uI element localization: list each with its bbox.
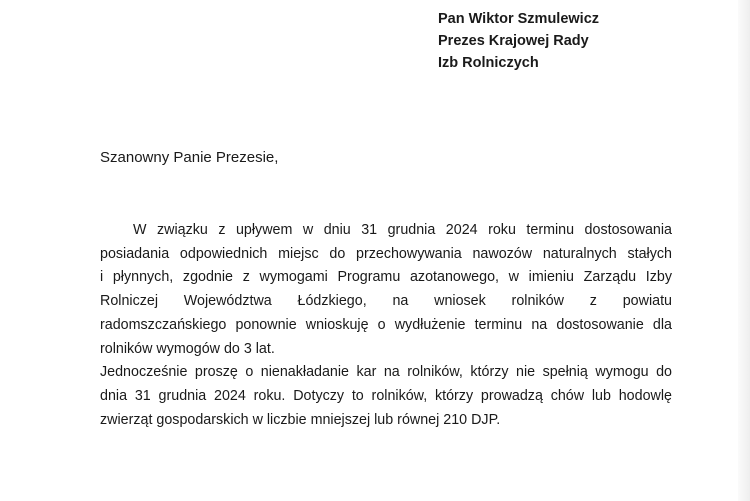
paragraph-2-line: Jednocześnie proszę o nienakładanie kar na rolników, którzy nie spełnią wymogu do [100,364,672,381]
paragraph-2-line: zwierząt gospodarskich w liczbie mniejszej lub równej 210 DJP. [100,411,501,428]
recipient-block [438,8,599,74]
recipient-title: Prezes Krajowej Rady [438,33,589,49]
paragraph-1-line: rolników wymogów do 3 lat. [100,340,275,357]
recipient-organization: Izb Rolniczych [438,55,539,71]
paragraph-1-line: i płynnych, zgodnie z wymogami Programu azotanowego, w imieniu Zarządu Izby [100,269,672,286]
paragraph-1-line: radomszczańskiego ponownie wnioskuję o wydłużenie terminu na dostosowanie dla [100,316,672,333]
paragraph-1 [100,219,672,361]
paragraph-1-line: posiadania odpowiednich miejsc do przechowywania nawozów naturalnych stałych [100,245,672,262]
paragraph-2 [100,361,672,432]
paragraph-1-line: Rolniczej Województwa Łódzkiego, na wniosek rolników z powiatu [100,293,672,310]
scan-edge [738,0,750,501]
letter-body [100,219,672,432]
paragraph-2-line: dnia 31 grudnia 2024 roku. Dotyczy to rolników, którzy prowadzą chów lub hodowlę [100,387,672,404]
salutation: Szanowny Panie Prezesie, [100,149,279,166]
paragraph-1-line: W związku z upływem w dniu 31 grudnia 2024 roku terminu dostosowania [133,222,672,238]
recipient-name: Pan Wiktor Szmulewicz [438,11,600,27]
